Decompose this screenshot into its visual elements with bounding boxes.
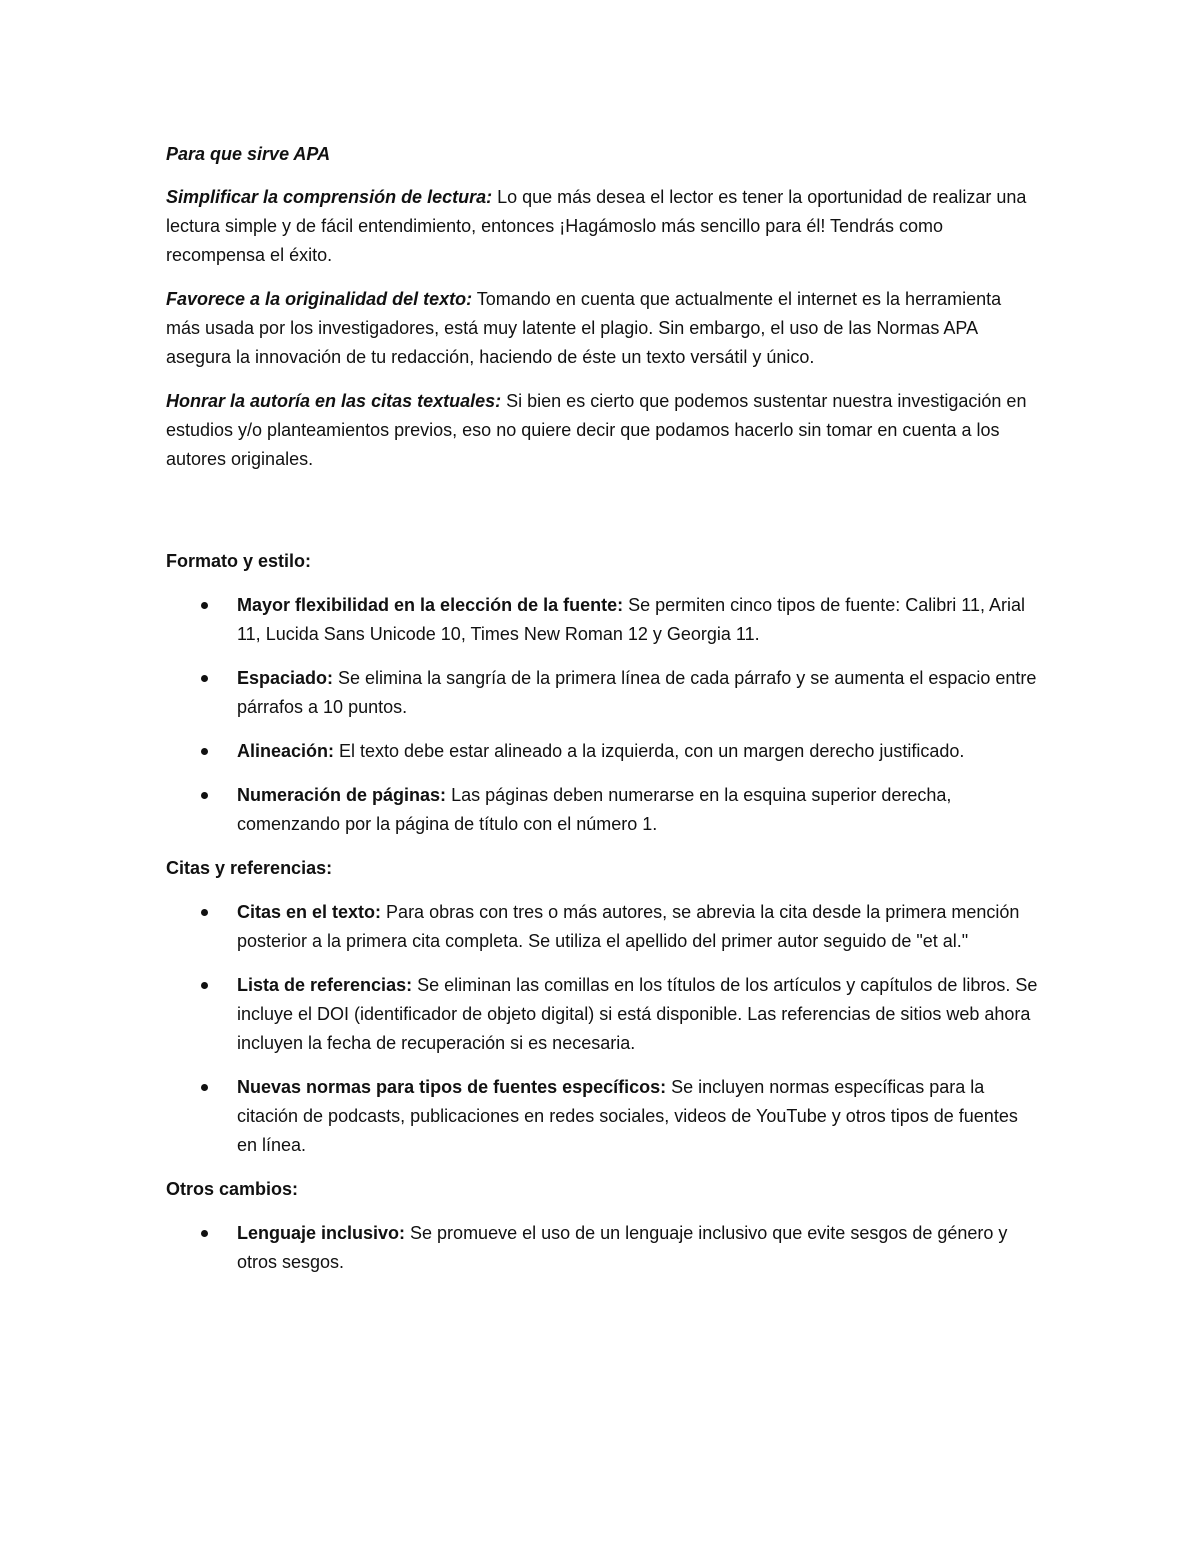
list-item-term: Mayor flexibilidad en la elección de la fuente:: [237, 595, 624, 615]
list-item-term: Citas en el texto:: [237, 902, 382, 922]
bullet-icon: [201, 1230, 208, 1237]
list-item: [166, 898, 1040, 956]
list-item: [166, 1073, 1040, 1160]
section-heading-citas: Citas y referencias:: [166, 858, 333, 878]
bullet-icon: [201, 909, 208, 916]
list-item: [166, 737, 1040, 766]
list-item-term: Numeración de páginas:: [237, 785, 447, 805]
list-item-term: Espaciado:: [237, 668, 334, 688]
section-heading-formato: Formato y estilo:: [166, 551, 312, 571]
list-item: [166, 781, 1040, 839]
list-item-term: Alineación:: [237, 741, 335, 761]
list-item: [166, 664, 1040, 722]
list-item-term: Lista de referencias:: [237, 975, 413, 995]
list-item: [166, 591, 1040, 649]
paragraph-text: Tomando en cuenta que actualmente el internet es la herramienta más usada por los investigadores, está muy latente el plagio. Sin embargo, el uso de las Normas APA asegura la innovación de tu redacción, haciendo de éste un texto versátil y único.: [166, 289, 1002, 367]
paragraph-originalidad: [166, 285, 1040, 372]
bullet-icon: [201, 1084, 208, 1091]
list-item-text: Se incluyen normas específicas para la citación de podcasts, publicaciones en redes sociales, videos de YouTube y otros tipos de fuentes en línea.: [237, 1077, 1018, 1155]
list-item-text: Se promueve el uso de un lenguaje inclusivo que evite sesgos de género y otros sesgos.: [237, 1223, 1008, 1272]
document-title: Para que sirve APA: [166, 144, 331, 164]
paragraph-lead: Simplificar la comprensión de lectura:: [166, 187, 493, 207]
list-item: [166, 971, 1040, 1058]
list-item-text: Se elimina la sangría de la primera línea de cada párrafo y se aumenta el espacio entre párrafos a 10 puntos.: [237, 668, 1037, 717]
paragraph-lead: Favorece a la originalidad del texto:: [166, 289, 473, 309]
bullet-icon: [201, 675, 208, 682]
bullet-list-otros: [166, 1219, 1040, 1277]
list-item: [166, 1219, 1040, 1277]
list-item-text: Para obras con tres o más autores, se abrevia la cita desde la primera mención posterior a la primera cita completa. Se utiliza el apellido del primer autor seguido de "et al.": [237, 902, 1020, 951]
list-item-text: Las páginas deben numerarse en la esquina superior derecha, comenzando por la página de título con el número 1.: [237, 785, 952, 834]
section-heading-otros: Otros cambios:: [166, 1179, 299, 1199]
blank-spacer: [166, 489, 1040, 547]
paragraph-simplificar: [166, 183, 1040, 270]
bullet-list-formato: [166, 591, 1040, 839]
bullet-icon: [201, 982, 208, 989]
list-item-term: Lenguaje inclusivo:: [237, 1223, 406, 1243]
list-item-text: Se eliminan las comillas en los títulos de los artículos y capítulos de libros. Se incluye el DOI (identificador de objeto digital) si está disponible. Las referencias de sitios web ahora incluyen la fecha de recuperación si es necesaria.: [237, 975, 1038, 1053]
paragraph-text: Si bien es cierto que podemos sustentar nuestra investigación en estudios y/o planteamientos previos, eso no quiere decir que podamos hacerlo sin tomar en cuenta a los autores originales.: [166, 391, 1027, 469]
paragraph-text: Lo que más desea el lector es tener la oportunidad de realizar una lectura simple y de fácil entendimiento, entonces ¡Hagámoslo más sencillo para él! Tendrás como recompensa el éxito.: [166, 187, 1027, 265]
bullet-icon: [201, 748, 208, 755]
list-item-text: Se permiten cinco tipos de fuente: Calibri 11, Arial 11, Lucida Sans Unicode 10, Times New Roman 12 y Georgia 11.: [237, 595, 1025, 644]
paragraph-lead: Honrar la autoría en las citas textuales:: [166, 391, 502, 411]
bullet-icon: [201, 792, 208, 799]
bullet-icon: [201, 602, 208, 609]
list-item-term: Nuevas normas para tipos de fuentes específicos:: [237, 1077, 667, 1097]
paragraph-autoria: [166, 387, 1040, 474]
list-item-text: El texto debe estar alineado a la izquierda, con un margen derecho justificado.: [334, 741, 965, 761]
bullet-list-citas: [166, 898, 1040, 1160]
